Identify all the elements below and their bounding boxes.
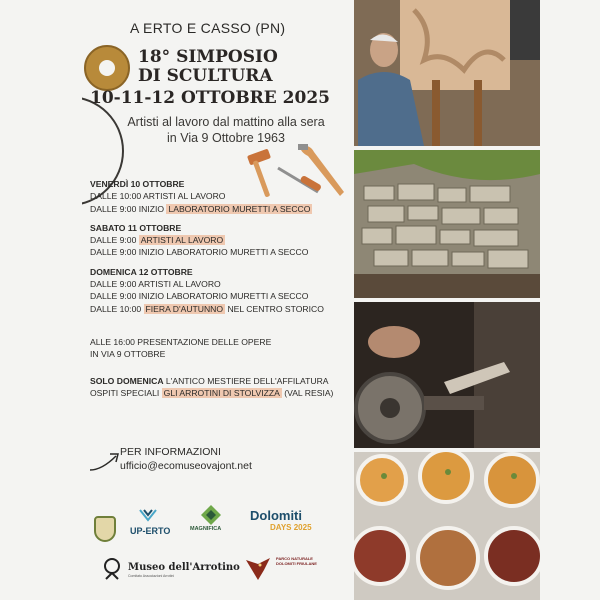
- highlight: LABORATORIO MURETTI A SECCO: [168, 203, 311, 214]
- eagle-icon: [244, 554, 272, 582]
- uperto-logo-icon: [139, 508, 157, 522]
- event-poster: [82, 0, 540, 600]
- photo-stone-wall: [354, 150, 540, 298]
- presentation-line-2: IN VIA 9 OTTOBRE: [90, 349, 166, 360]
- schedule: [90, 178, 324, 322]
- arrow-icon: [88, 448, 122, 472]
- highlight: GLI ARROTINI DI STOLVIZZA: [163, 388, 280, 399]
- friday-heading: VENERDÌ 10 OTTOBRE: [90, 179, 185, 189]
- schedule-saturday: [90, 222, 324, 259]
- saturday-heading: SABATO 11 OTTOBRE: [90, 222, 182, 233]
- event-location: A ERTO E CASSO (PN): [130, 20, 286, 36]
- info-email[interactable]: ufficio@ecomuseovajont.net: [120, 459, 252, 472]
- parco-dolomiti-logo: PARCO NATURALE DOLOMITI FRIULANE: [276, 556, 317, 566]
- friday-line-2: DALLE 9:00 INIZIO LABORATORIO MURETTI A SECCO: [90, 203, 311, 214]
- event-title: [138, 48, 278, 86]
- highlight: ARTISTI AL LAVORO: [140, 235, 224, 246]
- presentation-line-1: ALLE 16:00 PRESENTAZIONE DELLE OPERE: [90, 337, 272, 347]
- saturday-line-2: DALLE 9:00 INIZIO LABORATORIO MURETTI A SECCO: [90, 247, 309, 258]
- info-label: PER INFORMAZIONI: [120, 446, 221, 458]
- friday-line-1: DALLE 10:00 ARTISTI AL LAVORO: [90, 191, 226, 202]
- sunday-line-2: DALLE 9:00 INIZIO LABORATORIO MURETTI A SECCO: [90, 291, 309, 302]
- magnifica-logo: MAGNIFICA: [190, 526, 222, 532]
- photo-food: [354, 452, 540, 600]
- uperto-logo: UP-ERTO: [130, 526, 171, 536]
- photo-column: [354, 0, 540, 600]
- museo-arrotino-subtitle: Comitato Associazioni Arrotini: [128, 574, 175, 578]
- highlight: FIERA D'AUTUNNO: [145, 303, 224, 314]
- schedule-sunday: [90, 266, 324, 315]
- saturday-line-1: DALLE 9:00 ARTISTI AL LAVORO: [90, 235, 224, 246]
- ecomuseo-logo: [84, 45, 130, 91]
- contact-info: [120, 446, 252, 473]
- special-line-2: OSPITI SPECIALI GLI ARROTINI DI STOLVIZZA (VAL RESIA): [90, 388, 334, 399]
- photo-sharpening: [354, 302, 540, 448]
- grinder-wheel-icon: [100, 556, 124, 580]
- presentation: [90, 336, 271, 361]
- dolomiti-days-year: DAYS 2025: [270, 523, 312, 532]
- event-dates: 10-11-12 OTTOBRE 2025: [90, 88, 331, 108]
- sponsor-logos: [82, 496, 354, 600]
- magnifica-logo-icon: [200, 504, 222, 526]
- sunday-line-3: DALLE 10:00 FIERA D'AUTUNNO NEL CENTRO STORICO: [90, 303, 324, 314]
- schedule-friday: [90, 178, 324, 215]
- poster-text-column: [82, 0, 354, 600]
- subtitle-line-2: in Via 9 Ottobre 1963: [167, 131, 285, 145]
- subtitle-line-1: Artisti al lavoro dal mattino alla sera: [127, 115, 325, 129]
- photo-sculptor: [354, 0, 540, 146]
- title-line-1: 18° SIMPOSIO: [138, 47, 278, 67]
- museo-arrotino-logo: Museo dell'Arrotino: [128, 562, 240, 573]
- sunday-line-1: DALLE 9:00 ARTISTI AL LAVORO: [90, 279, 221, 290]
- sunday-heading: DOMENICA 12 OTTOBRE: [90, 266, 193, 277]
- title-line-2: DI SCULTURA: [138, 66, 273, 86]
- municipality-crest-icon: [94, 516, 116, 542]
- special-guests: [90, 375, 333, 400]
- dolomiti-days-logo: Dolomiti: [250, 508, 302, 523]
- special-line-1: SOLO DOMENICA L'ANTICO MESTIERE DELL'AFFILATURA: [90, 376, 329, 386]
